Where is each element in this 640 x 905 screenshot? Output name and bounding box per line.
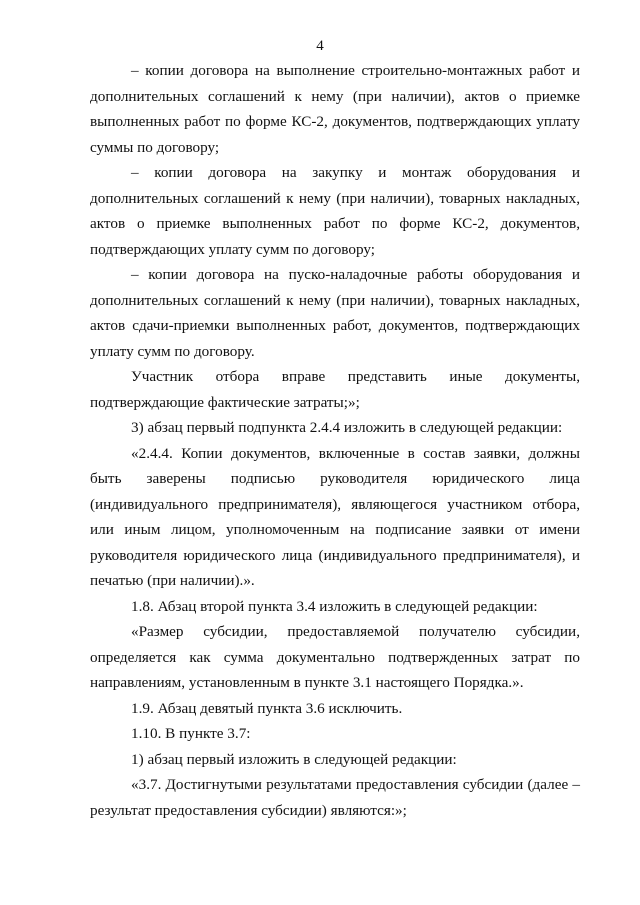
paragraph-item-1-8: 1.8. Абзац второй пункта 3.4 изложить в следующей редакции: [131, 597, 538, 615]
paragraph-subitem-1: 1) абзац первый изложить в следующей редакции: [131, 750, 457, 768]
paragraph-contract-commissioning: – копии договора на пуско-наладочные работы оборудования и дополнительных соглашений к нему (при наличии), товарных накладных, актов сдачи-приемки выполненных работ, документов, подтверждающих уплату сумм по договору. [90, 266, 580, 360]
paragraph-clause-2-4-4: «2.4.4. Копии документов, включенные в состав заявки, должны быть заверены подписью руководителя юридического лица (индивидуального предпринимателя), являющегося участником отбора, или иным лицом, уполномоченным на подписание заявки от имени руководителя юридического лица (индивидуального предпринимателя), и печатью (при наличии).». [90, 444, 580, 589]
paragraph-clause-3-7: «3.7. Достигнутыми результатами предоставления субсидии (далее – результат предоставления субсидии) являются:»; [90, 776, 580, 819]
document-body [90, 58, 580, 823]
paragraph-contract-equipment: – копии договора на закупку и монтаж оборудования и дополнительных соглашений к нему (при наличии), товарных накладных, актов о приемке выполненных работ по форме КС-2, документов, подтверждающих уплату сумм по договору; [90, 164, 580, 258]
paragraph-item-1-10: 1.10. В пункте 3.7: [131, 725, 251, 742]
paragraph-amendment-2-4-4: 3) абзац первый подпункта 2.4.4 изложить в следующей редакции: [131, 419, 563, 436]
paragraph-item-1-9: 1.9. Абзац девятый пункта 3.6 исключить. [131, 699, 403, 717]
paragraph-subsidy-amount: «Размер субсидии, предоставляемой получателю субсидии, определяется как сумма документально подтвержденных затрат по направлениям, установленным в пункте 3.1 настоящего Порядка.». [90, 623, 580, 691]
paragraph-contract-construction: – копии договора на выполнение строительно-монтажных работ и дополнительных соглашений к нему (при наличии), актов о приемке выполненных работ по форме КС-2, документов, подтверждающих уплату суммы по договору; [90, 62, 580, 156]
page-number: 4 [316, 38, 324, 54]
paragraph-other-documents: Участник отбора вправе представить иные документы, подтверждающие фактические затраты;»; [90, 368, 580, 411]
